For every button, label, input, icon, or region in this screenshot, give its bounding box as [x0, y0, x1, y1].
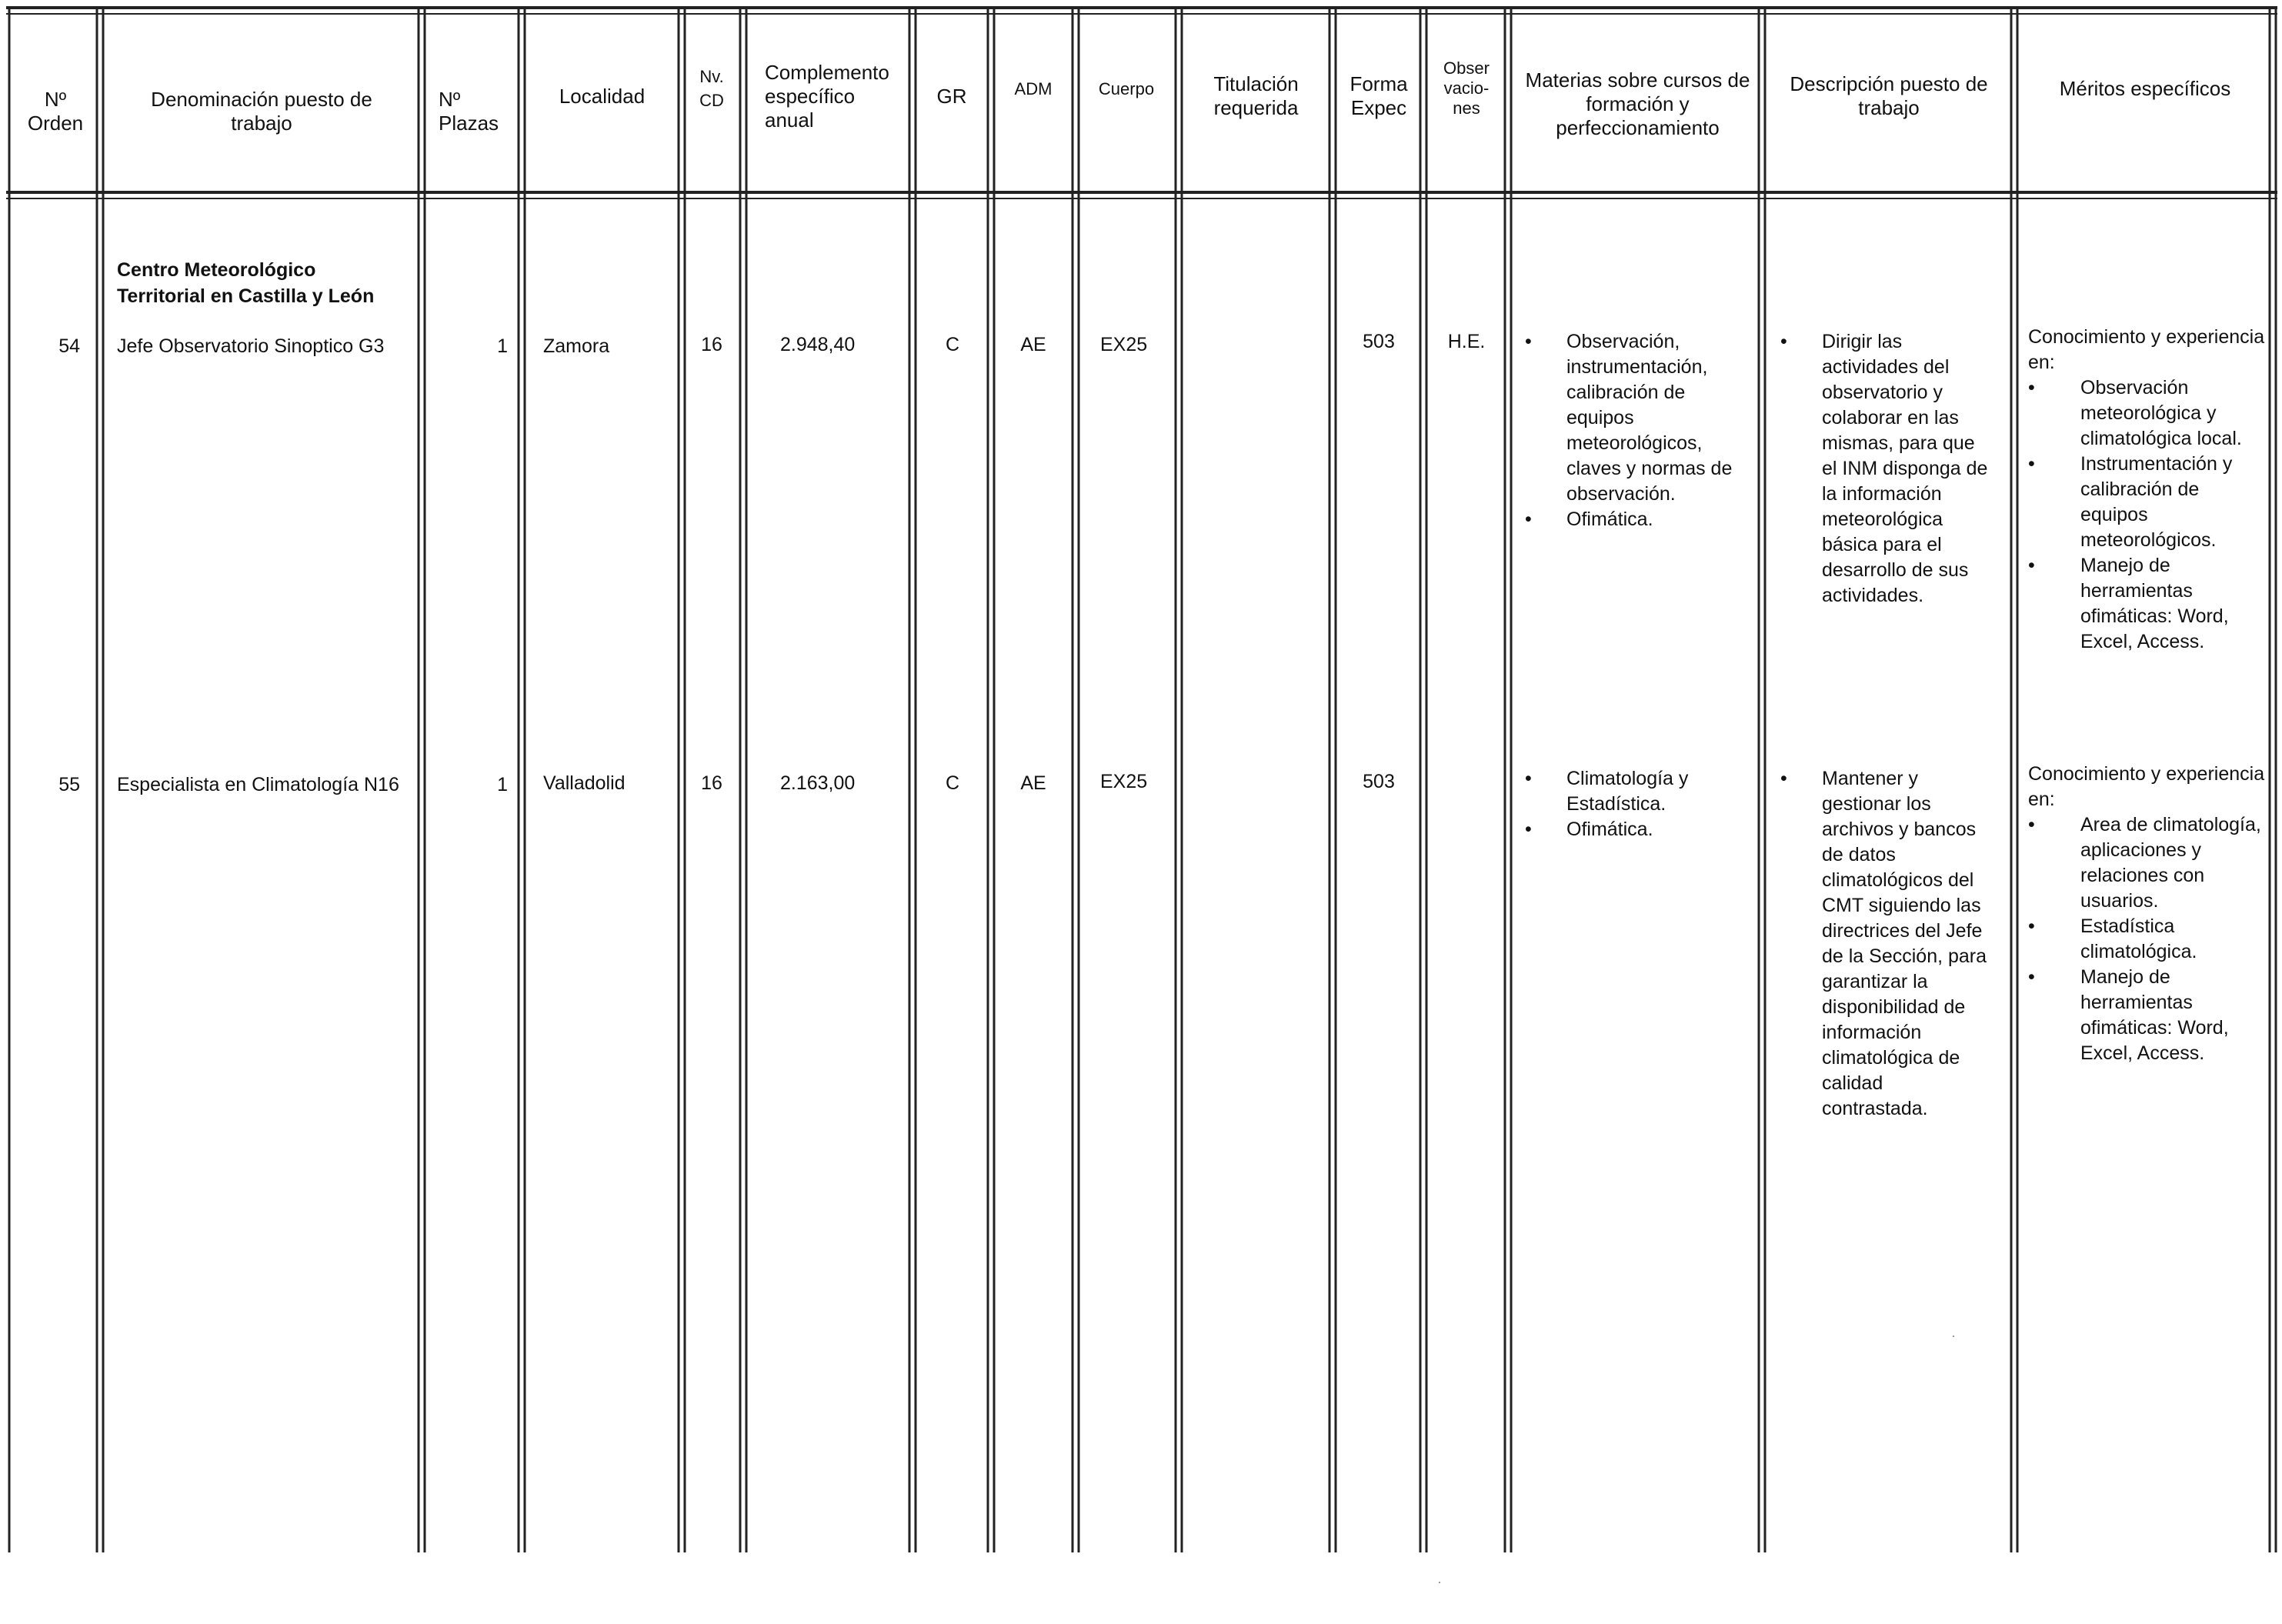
header-plazas: Nº Plazas	[439, 88, 499, 135]
meritos-list	[2028, 375, 2271, 655]
row-55-forma: 503	[1363, 771, 1395, 792]
row-54-forma: 503	[1363, 331, 1395, 352]
list-item: • Area de climatología, aplicaciones y relaciones con usuarios.	[2028, 812, 2271, 914]
row-54-nivel: 16	[701, 334, 722, 355]
row-54-orden: 54	[58, 335, 80, 357]
header-localidad: Localidad	[559, 84, 646, 108]
row-54-localidad: Zamora	[543, 335, 610, 357]
header-forma: Forma Expec	[1350, 72, 1408, 119]
header-orden: Nº Orden	[27, 88, 84, 135]
scan-speck	[1953, 1336, 1954, 1337]
meritos-list	[2028, 812, 2271, 1066]
row-55-nivel: 16	[701, 772, 722, 794]
header-gr: GR	[936, 84, 967, 108]
row-54-meritos	[2028, 325, 2271, 655]
row-54-materias	[1514, 329, 1737, 532]
header-materias: Materias sobre cursos de formación y perfeccionamiento	[1525, 68, 1750, 139]
header-adm: ADM	[1014, 78, 1053, 98]
header-nivel: Nv. CD	[699, 67, 724, 110]
row-55-plazas: 1	[497, 774, 508, 795]
header-denominacion: Denominación puesto de trabajo	[151, 88, 372, 135]
row-54-adm: AE	[1020, 334, 1046, 355]
list-item: • Instrumentación y calibración de equipos meteorológicos.	[2028, 452, 2271, 553]
row-54-observaciones: H.E.	[1447, 331, 1486, 352]
list-item: • Mantener y gestionar los archivos y bancos de datos climatológicos del CMT siguiendo las directrices del Jefe de la Sección, para garantizar la disponibilidad de información climatológica de calidad contrastada.	[1770, 766, 1993, 1122]
meritos-intro: Conocimiento y experiencia en:	[2028, 326, 2265, 373]
list-item: • Manejo de herramientas ofimáticas: Word, Excel, Access.	[2028, 553, 2271, 655]
row-55-localidad: Valladolid	[543, 772, 626, 794]
list-item: • Climatología y Estadística.	[1514, 766, 1737, 817]
header-cuerpo: Cuerpo	[1098, 78, 1155, 98]
header-observaciones: Obser vacio- nes	[1443, 58, 1490, 118]
list-item: • Observación meteorológica y climatológica local.	[2028, 375, 2271, 452]
row-54-descripcion	[1770, 329, 1993, 609]
list-item: • Observación, instrumentación, calibración de equipos meteorológicos, claves y normas de observación.	[1514, 329, 1737, 507]
meritos-intro: Conocimiento y experiencia en:	[2028, 763, 2265, 810]
row-55-meritos	[2028, 762, 2271, 1066]
list-item: • Manejo de herramientas ofimáticas: Word, Excel, Access.	[2028, 965, 2271, 1066]
header-meritos: Méritos específicos	[2059, 76, 2231, 100]
list-item: • Ofimática.	[1514, 817, 1737, 842]
row-54-denominacion: Jefe Observatorio Sinoptico G3	[117, 335, 385, 357]
row-55-orden: 55	[58, 774, 80, 795]
list-item: • Dirigir las actividades del observatorio y colaborar en las mismas, para que el INM disponga de la información meteorológica básica para el desarrollo de sus actividades.	[1770, 329, 1993, 609]
row-55-cuerpo: EX25	[1100, 771, 1148, 792]
section-title: Centro Meteorológico Territorial en Castilla y León	[117, 259, 375, 307]
row-55-descripcion	[1770, 766, 1993, 1122]
list-item: • Ofimática.	[1514, 507, 1737, 532]
row-55-complemento: 2.163,00	[780, 772, 856, 794]
row-54-complemento: 2.948,40	[780, 334, 856, 355]
header-titulacion: Titulación requerida	[1213, 72, 1299, 119]
row-55-gr: C	[945, 772, 960, 794]
row-55-denominacion: Especialista en Climatología N16	[117, 774, 399, 795]
row-54-cuerpo: EX25	[1100, 334, 1148, 355]
row-55-materias	[1514, 766, 1737, 842]
header-descripcion: Descripción puesto de trabajo	[1790, 72, 1988, 119]
row-54-gr: C	[945, 334, 960, 355]
header-complemento: Complemento específico anual	[765, 60, 889, 132]
row-54-plazas: 1	[497, 335, 508, 357]
scan-speck	[1439, 1582, 1440, 1583]
row-55-adm: AE	[1020, 772, 1046, 794]
list-item: • Estadística climatológica.	[2028, 914, 2271, 965]
